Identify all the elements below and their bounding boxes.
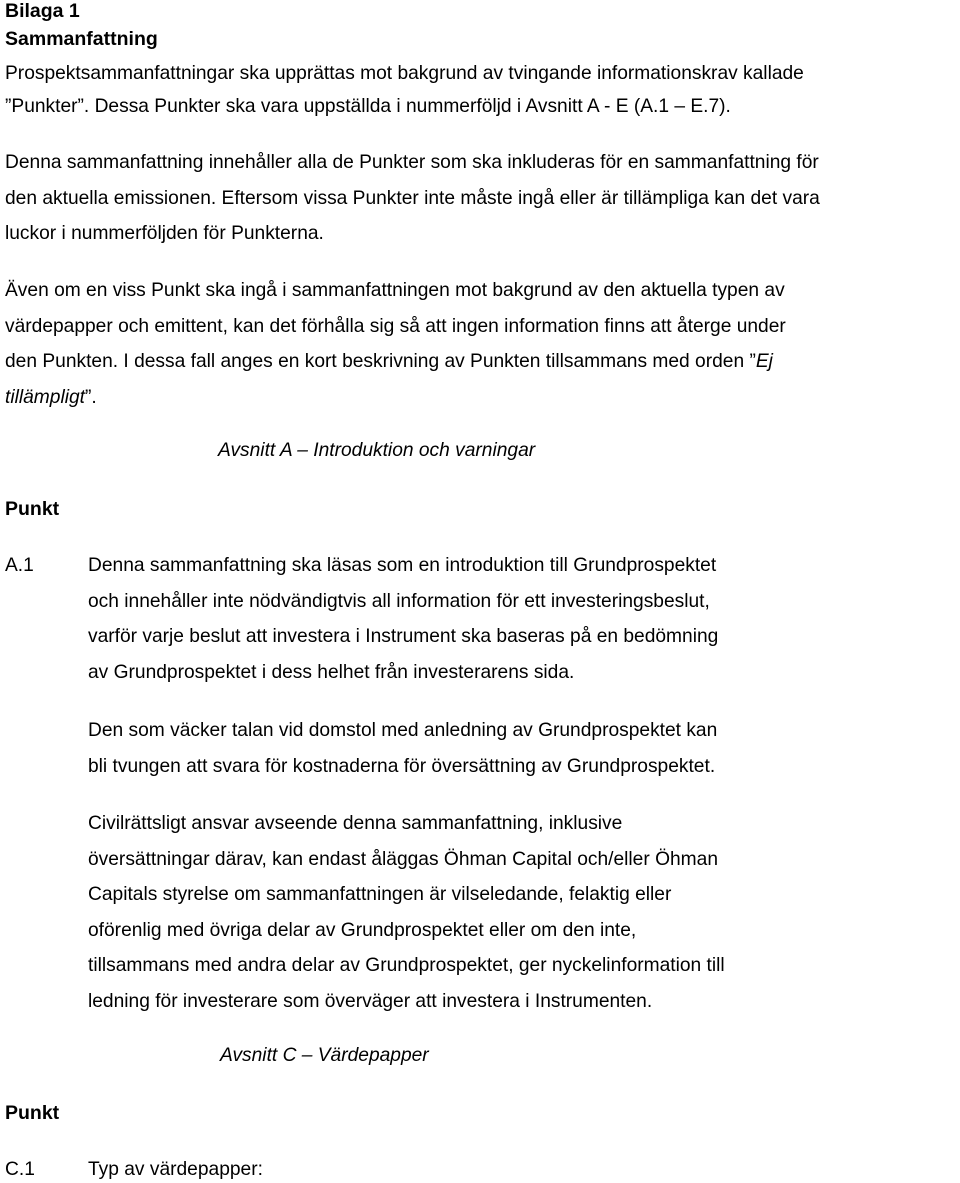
intro-line: ”Punkter”. Dessa Punkter ska vara uppställda i nummerföljd i Avsnitt A - E (A.1 – E.7). bbox=[5, 96, 731, 117]
item-code-c1: C.1 bbox=[5, 1159, 35, 1180]
a1-line: Denna sammanfattning ska läsas som en introduktion till Grundprospektet bbox=[88, 555, 717, 576]
c1-text: Typ av värdepapper: bbox=[88, 1159, 263, 1180]
para2-line: Även om en viss Punkt ska ingå i sammanfattningen mot bakgrund av den aktuella typen av bbox=[5, 280, 785, 301]
intro-paragraph bbox=[5, 57, 804, 123]
a1-block-1 bbox=[88, 548, 718, 690]
a1-line: ledning för investerare som överväger att investera i Instrumenten. bbox=[88, 990, 653, 1012]
a1-line: översättningar därav, kan endast åläggas Öhman Capital och/eller Öhman bbox=[88, 848, 718, 870]
para2-line: värdepapper och emittent, kan det förhålla sig så att ingen information finns att återge under bbox=[5, 315, 786, 337]
para2-italic-word: tillämpligt bbox=[5, 386, 85, 408]
para2-line-tail: ”. bbox=[84, 386, 97, 408]
summary-title: Sammanfattning bbox=[5, 28, 158, 50]
para2-line bbox=[5, 344, 786, 380]
para2-line bbox=[5, 380, 786, 416]
para2-italic-word: Ej bbox=[755, 351, 773, 372]
a1-line: av Grundprospektet i dess helhet från investerarens sida. bbox=[88, 661, 575, 683]
a1-line: oförenlig med övriga delar av Grundprospektet eller om den inte, bbox=[88, 919, 637, 941]
a1-line: Den som väcker talan vid domstol med anledning av Grundprospektet kan bbox=[88, 720, 718, 741]
a1-line: och innehåller inte nödvändigtvis all information för ett investeringsbeslut, bbox=[88, 590, 710, 612]
a1-line: tillsammans med andra delar av Grundprospektet, ger nyckelinformation till bbox=[88, 955, 725, 976]
punkt-column-label-2: Punkt bbox=[5, 1102, 60, 1124]
a1-line: Capitals styrelse om sammanfattningen är vilseledande, felaktig eller bbox=[88, 884, 672, 905]
item-code-a1: A.1 bbox=[5, 555, 34, 576]
a1-block-3 bbox=[88, 806, 725, 1019]
para2-line-text: den Punkten. I dessa fall anges en kort beskrivning av Punkten tillsammans med orden ” bbox=[5, 351, 756, 372]
para1-line: den aktuella emissionen. Eftersom vissa Punkter inte måste ingå eller är tillämpliga kan det vara bbox=[5, 187, 820, 209]
summary-paragraph-1 bbox=[5, 145, 820, 252]
a1-block-2 bbox=[88, 713, 717, 784]
section-c-heading: Avsnitt C – Värdepapper bbox=[220, 1045, 429, 1066]
intro-line: Prospektsammanfattningar ska upprättas mot bakgrund av tvingande informationskrav kallade bbox=[5, 63, 804, 84]
a1-line: Civilrättsligt ansvar avseende denna sammanfattning, inklusive bbox=[88, 813, 623, 834]
para1-line: Denna sammanfattning innehåller alla de Punkter som ska inkluderas för en sammanfattning för bbox=[5, 152, 819, 173]
summary-paragraph-2 bbox=[5, 273, 786, 415]
punkt-column-label: Punkt bbox=[5, 498, 60, 520]
section-a-heading: Avsnitt A – Introduktion och varningar bbox=[218, 440, 536, 461]
appendix-title: Bilaga 1 bbox=[5, 0, 80, 22]
para1-line: luckor i nummerföljden för Punkterna. bbox=[5, 223, 324, 244]
a1-line: bli tvungen att svara för kostnaderna för översättning av Grundprospektet. bbox=[88, 755, 716, 777]
a1-line: varför varje beslut att investera i Instrument ska baseras på en bedömning bbox=[88, 626, 719, 647]
